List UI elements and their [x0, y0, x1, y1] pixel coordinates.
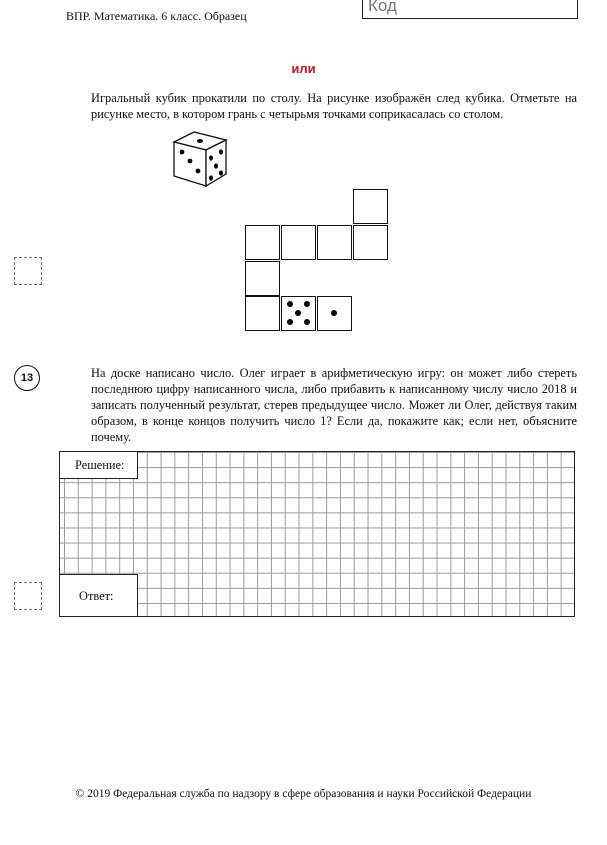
trace-cell[interactable] — [245, 225, 280, 260]
trace-cell[interactable] — [353, 225, 388, 260]
trace-cell[interactable] — [353, 189, 388, 224]
trace-cell[interactable] — [245, 261, 280, 296]
trace-cell-one[interactable] — [317, 296, 352, 331]
code-label: Код — [368, 0, 397, 15]
answer-label: Ответ: — [60, 574, 138, 616]
footer-copyright: © 2019 Федеральная служба по надзору в сфере образования и науки Российской Федерации — [75, 788, 532, 800]
task13-text: На доске написано число. Олег играет в арифметическую игру: он может либо стереть последнюю цифру написанного числа, либо прибавить к написанному числу число 2018 и записать полученный результат, стерев предыдущее число. Может ли Олег, действуя таким образом, в конце концов получить число 1? Если да, покажите как; если нет, объясните почему. — [91, 366, 577, 444]
or-separator: или — [291, 61, 316, 76]
task12-text: Игральный кубик прокатили по столу. На рисунке изображён след кубика. Отметьте на рисунке место, в котором грань с четырьмя точками соприкасалась со столом. — [91, 91, 577, 121]
trace-cell-five[interactable] — [281, 296, 316, 331]
trace-cell[interactable] — [281, 225, 316, 260]
page-header-title: ВПР. Математика. 6 класс. Образец — [66, 9, 247, 23]
task12-score-box[interactable] — [14, 257, 42, 285]
trace-cell[interactable] — [317, 225, 352, 260]
dice-icon — [170, 130, 230, 188]
task-number-badge: 13 — [14, 365, 40, 391]
answer-grid[interactable] — [59, 451, 575, 617]
task13-score-box[interactable] — [14, 582, 42, 610]
solution-label: Решение: — [60, 452, 138, 479]
trace-cell[interactable] — [245, 296, 280, 331]
